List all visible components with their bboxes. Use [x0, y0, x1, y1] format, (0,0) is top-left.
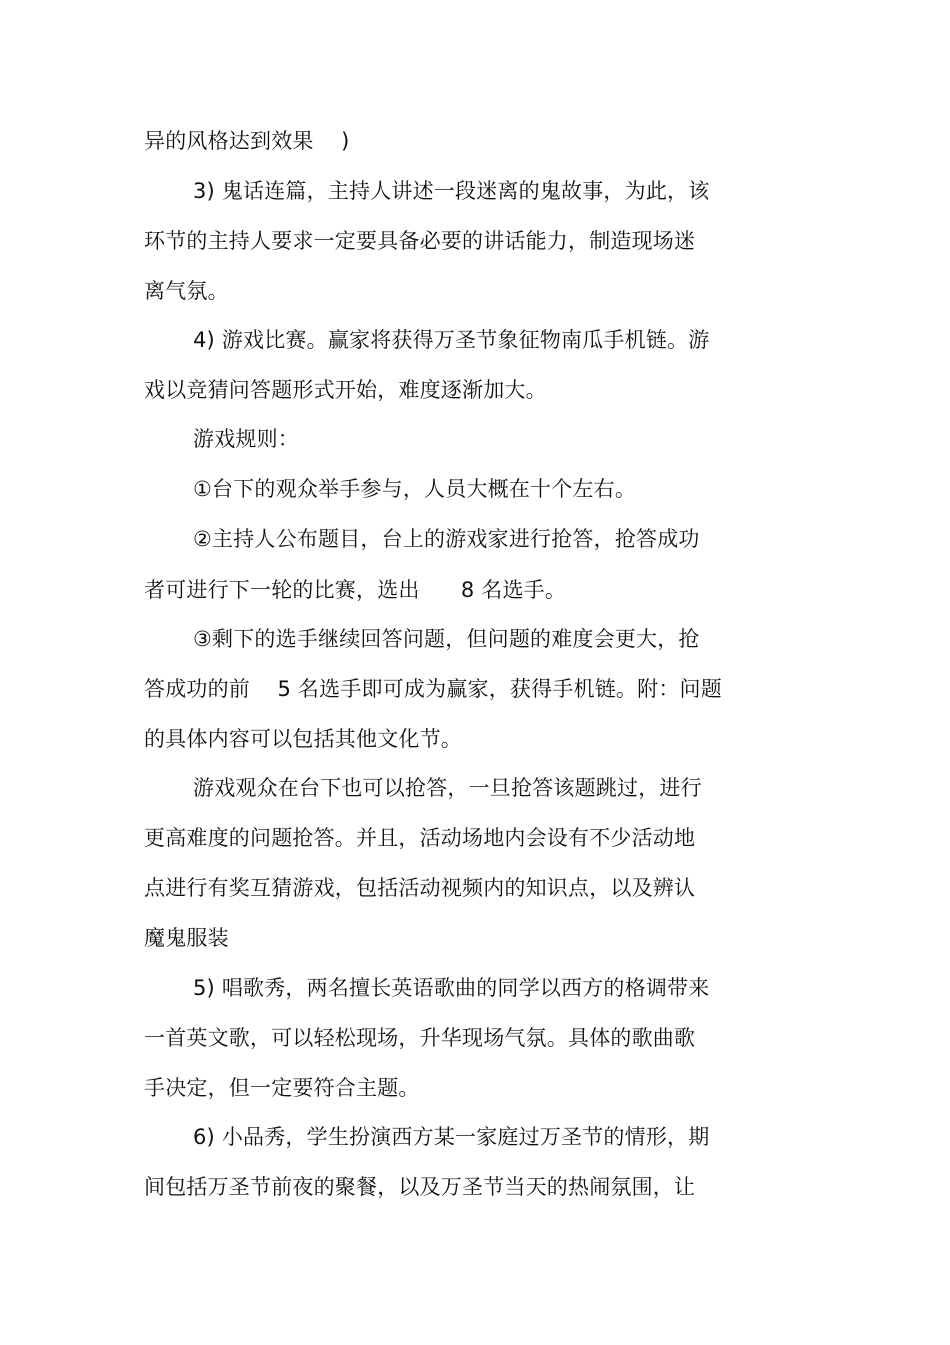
- text-line: 手决定，但一定要符合主题。: [144, 1076, 420, 1100]
- text-line: 者可进行下一轮的比赛，选出 8 名选手。: [144, 578, 567, 602]
- text-line: 环节的主持人要求一定要具备必要的讲话能力，制造现场迷: [144, 229, 696, 253]
- text-line: 异的风格达到效果 ): [144, 129, 350, 153]
- text-line: 答成功的前 5 名选手即可成为赢家，获得手机链。附：问题: [144, 677, 722, 701]
- text-line: 更高难度的问题抢答。并且，活动场地内会设有不少活动地: [144, 826, 696, 850]
- text-line: ①台下的观众举手参与，人员大概在十个左右。: [193, 477, 637, 501]
- text-line: 离气氛。: [144, 279, 229, 303]
- text-line: 游戏观众在台下也可以抢答，一旦抢答该题跳过，进行: [193, 776, 702, 800]
- text-line: 魔鬼服装: [144, 926, 229, 950]
- text-line: ②主持人公布题目，台上的游戏家进行抢答，抢答成功: [193, 527, 700, 551]
- text-line: 的具体内容可以包括其他文化节。: [144, 727, 462, 751]
- text-line: 游戏规则：: [193, 427, 299, 451]
- text-line: 戏以竞猜问答题形式开始，难度逐渐加大。: [144, 378, 547, 402]
- text-line: 4) 游戏比赛。赢家将获得万圣节象征物南瓜手机链。游: [193, 328, 710, 352]
- text-line: ③剩下的选手继续回答问题，但问题的难度会更大，抢: [193, 627, 700, 651]
- text-line: 间包括万圣节前夜的聚餐，以及万圣节当天的热闹氛围，让: [144, 1175, 696, 1199]
- text-line: 5) 唱歌秀，两名擅长英语歌曲的同学以西方的格调带来: [193, 976, 710, 1000]
- text-line: 点进行有奖互猜游戏，包括活动视频内的知识点，以及辨认: [144, 876, 696, 900]
- text-line: 3) 鬼话连篇，主持人讲述一段迷离的鬼故事，为此，该: [193, 179, 710, 203]
- text-line: 6) 小品秀，学生扮演西方某一家庭过万圣节的情形，期: [193, 1125, 710, 1149]
- text-line: 一首英文歌，可以轻松现场，升华现场气氛。具体的歌曲歌: [144, 1026, 696, 1050]
